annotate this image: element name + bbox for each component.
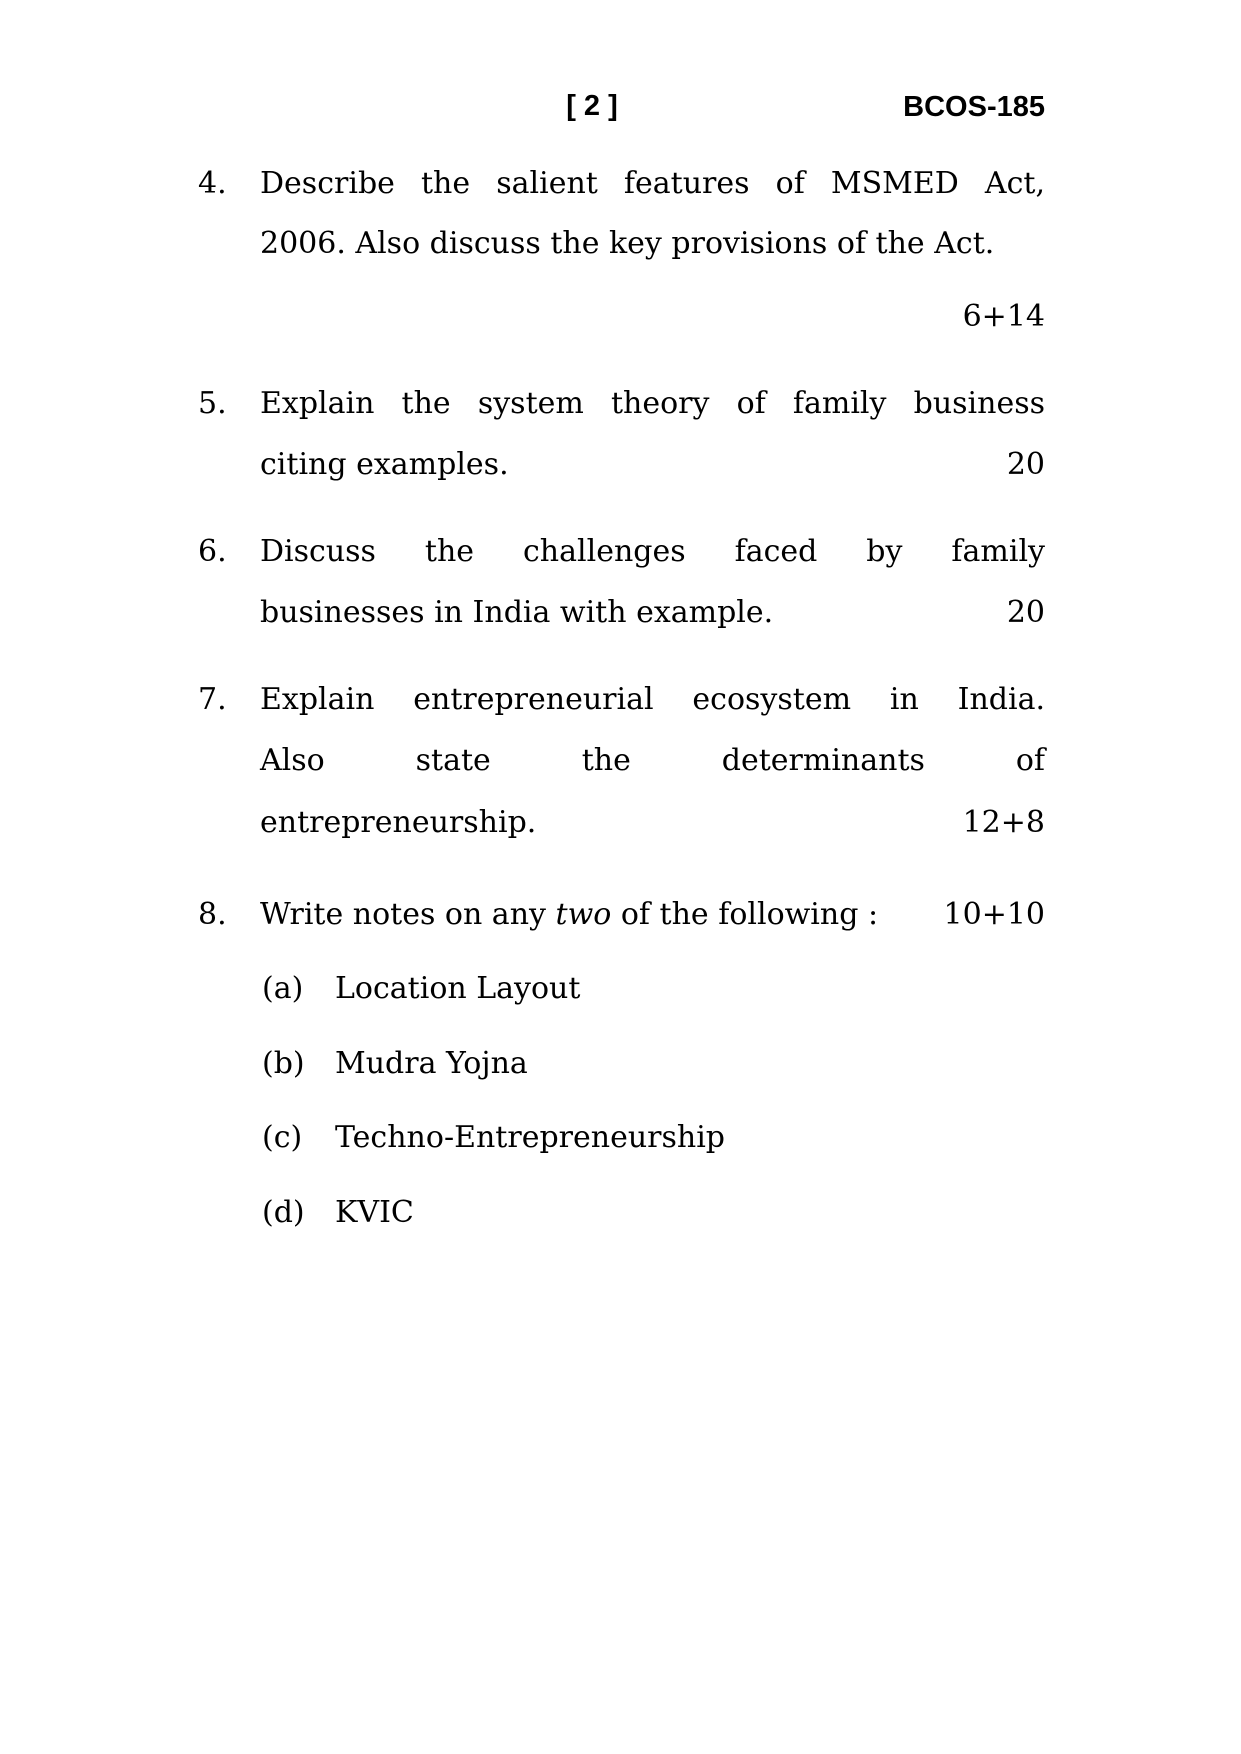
question-8-text-italic: two bbox=[555, 897, 612, 932]
question-6-marks: 20 bbox=[1006, 595, 1045, 630]
question-8-number: 8. bbox=[198, 897, 227, 932]
question-4-number: 4. bbox=[198, 166, 227, 201]
question-4-marks: 6+14 bbox=[962, 299, 1045, 334]
question-6-line-1: Discuss the challenges faced by family bbox=[260, 534, 1045, 569]
question-4-line-2: 2006. Also discuss the key provisions of the Act. bbox=[260, 226, 995, 261]
subitem-a-text: Location Layout bbox=[335, 971, 581, 1006]
subitem-a-label: (a) bbox=[262, 971, 304, 1006]
question-7-marks: 12+8 bbox=[962, 805, 1045, 840]
question-5-number: 5. bbox=[198, 386, 227, 421]
question-5-marks: 20 bbox=[1006, 447, 1045, 482]
question-4-line-1: Describe the salient features of MSMED Act, bbox=[260, 166, 1045, 201]
question-6-number: 6. bbox=[198, 534, 227, 569]
subitem-d-text: KVIC bbox=[335, 1195, 414, 1230]
subitem-c-text: Techno-Entrepreneurship bbox=[335, 1120, 725, 1155]
subitem-b-text: Mudra Yojna bbox=[335, 1046, 528, 1081]
question-6-line-2: businesses in India with example. bbox=[260, 595, 774, 630]
question-7-number: 7. bbox=[198, 682, 227, 717]
question-8-text-suffix: of the following : bbox=[611, 897, 879, 932]
course-code: BCOS-185 bbox=[903, 91, 1045, 123]
question-7-line-3: entrepreneurship. bbox=[260, 805, 537, 840]
subitem-c-label: (c) bbox=[262, 1120, 303, 1155]
subitem-d-label: (d) bbox=[262, 1195, 305, 1230]
question-8-marks: 10+10 bbox=[943, 897, 1045, 932]
question-7-line-1: Explain entrepreneurial ecosystem in India. bbox=[260, 682, 1045, 717]
question-7-line-2: Also state the determinants of bbox=[260, 743, 1045, 778]
question-5-line-1: Explain the system theory of family business bbox=[260, 386, 1045, 421]
question-8-text-prefix: Write notes on any bbox=[260, 897, 556, 932]
page-number: [ 2 ] bbox=[566, 90, 618, 122]
subitem-b-label: (b) bbox=[262, 1046, 305, 1081]
question-5-line-2: citing examples. bbox=[260, 447, 509, 482]
